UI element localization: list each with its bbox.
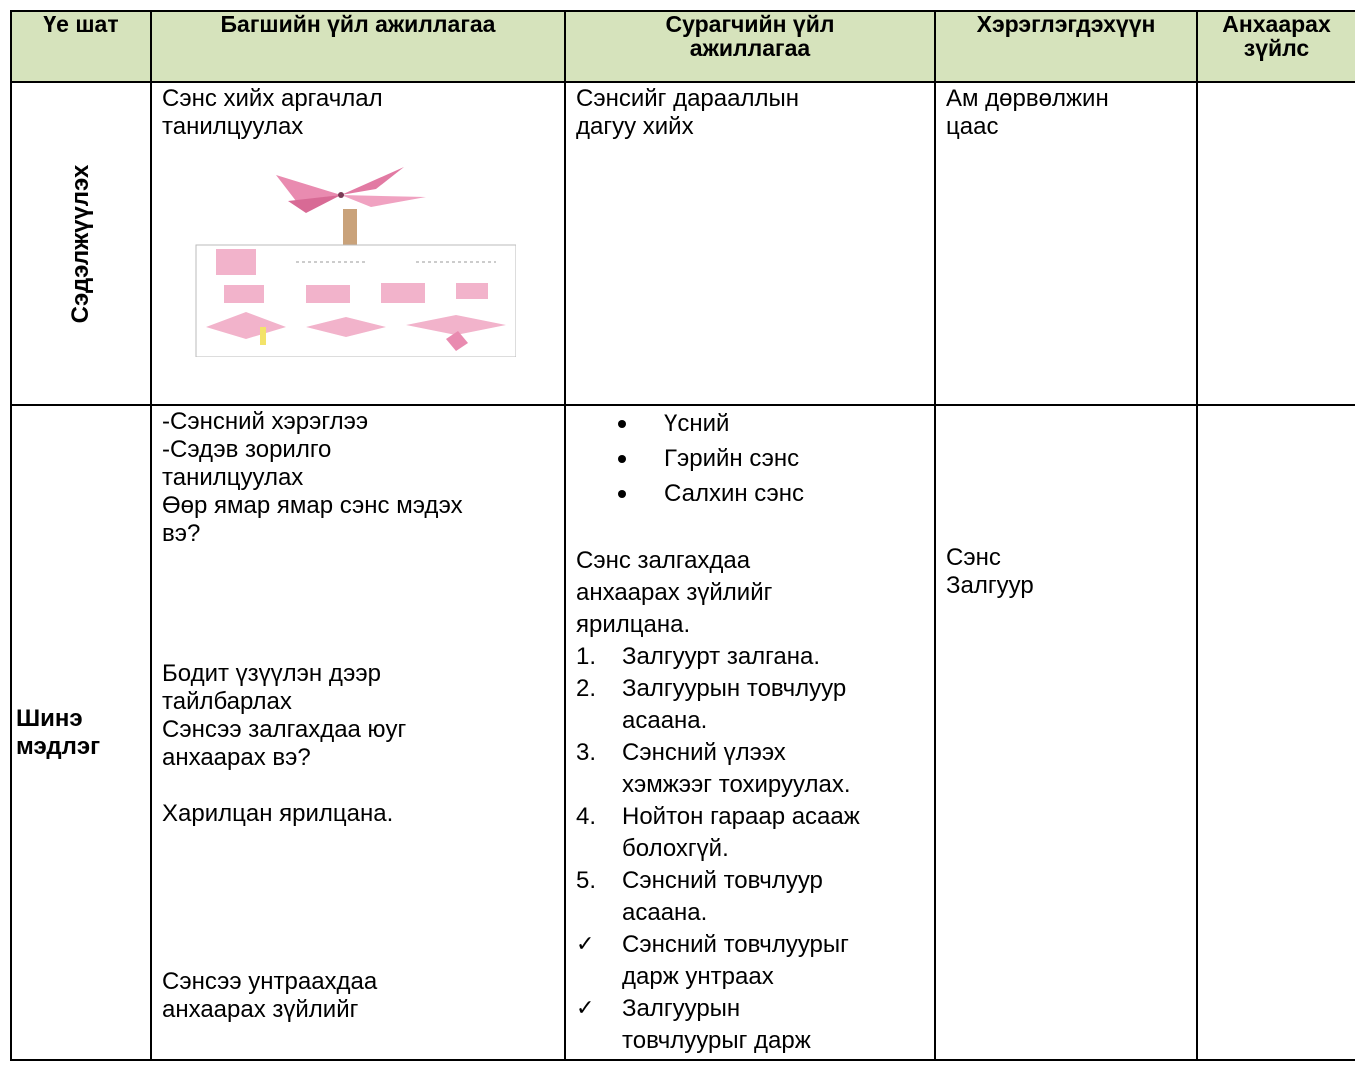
materials-cell-motivation bbox=[935, 82, 1197, 405]
teacher-line: танилцуулах bbox=[162, 464, 304, 491]
materials-line: Ам дөрвөлжин bbox=[946, 85, 1109, 112]
student-cell-motivation bbox=[565, 82, 935, 405]
list-item: 3. Сэнсний үлээх хэмжээг тохируулах. bbox=[576, 739, 851, 798]
materials-line: Сэнс bbox=[946, 544, 1001, 571]
teacher-line: танилцуулах bbox=[162, 113, 304, 140]
list-item: ✓ Залгуурын товчлуурыг дарж bbox=[576, 995, 811, 1054]
student-line: дагуу хийх bbox=[576, 113, 694, 140]
stage-label-motivation: Сэдэлжүүлэх bbox=[67, 164, 94, 323]
row-new-knowledge bbox=[11, 405, 1355, 1060]
plug-in-steps-list bbox=[576, 641, 924, 1057]
notes-cell-motivation bbox=[1197, 82, 1355, 405]
materials-line: цаас bbox=[946, 113, 999, 140]
header-student-activity: Сурагчийн үйл ажиллагаа bbox=[565, 11, 935, 82]
teacher-line: -Сэдэв зорилго bbox=[162, 436, 332, 463]
teacher-line: вэ? bbox=[162, 520, 201, 547]
fan-types-list bbox=[576, 406, 924, 511]
pinwheel-instructions-image bbox=[176, 167, 516, 357]
notes-cell-new-knowledge bbox=[1197, 405, 1355, 1060]
teacher-cell-new-knowledge bbox=[151, 405, 565, 1060]
checkmark-icon: ✓ bbox=[576, 996, 595, 1021]
teacher-line: Сэнсээ залгахдаа юуг bbox=[162, 716, 407, 743]
materials-cell-new-knowledge bbox=[935, 405, 1197, 1060]
list-item: Үсний bbox=[618, 406, 924, 441]
materials-line: Залгуур bbox=[946, 572, 1034, 599]
lesson-plan-sheet bbox=[10, 10, 1355, 1083]
teacher-cell-motivation bbox=[151, 82, 565, 405]
stage-cell-new-knowledge bbox=[11, 405, 151, 1060]
teacher-line: Бодит үзүүлэн дээр bbox=[162, 660, 381, 687]
teacher-line: Өөр ямар ямар сэнс мэдэх bbox=[162, 492, 463, 519]
teacher-line: анхаарах вэ? bbox=[162, 744, 311, 771]
teacher-line: анхаарах зүйлийг bbox=[162, 996, 359, 1023]
teacher-line: Сэнсээ унтраахдаа bbox=[162, 968, 378, 995]
list-item: 1. Залгуурт залгана. bbox=[576, 643, 821, 670]
list-item: Салхин сэнс bbox=[618, 476, 924, 511]
header-teacher-activity: Багшийн үйл ажиллагаа bbox=[151, 11, 565, 82]
teacher-line: -Сэнсний хэрэглээ bbox=[162, 408, 369, 435]
stage-label-new-knowledge: Шинэ мэдлэг bbox=[16, 704, 101, 760]
student-line: анхаарах зүйлийг bbox=[576, 579, 773, 606]
stage-cell-motivation bbox=[11, 82, 151, 405]
teacher-line: тайлбарлах bbox=[162, 688, 292, 715]
teacher-line: Харилцан ярилцана. bbox=[162, 800, 394, 827]
lesson-plan-table bbox=[10, 10, 1355, 1061]
checkmark-icon: ✓ bbox=[576, 932, 595, 957]
list-item: 2. Залгуурын товчлуур асаана. bbox=[576, 675, 847, 734]
student-line: Сэнс залгахдаа bbox=[576, 547, 751, 574]
header-notes: Анхаарах зүйлс bbox=[1197, 11, 1355, 82]
list-item: ✓ Сэнсний товчлуурыг дарж унтраах bbox=[576, 931, 849, 990]
teacher-line: Сэнс хийх аргачлал bbox=[162, 85, 383, 112]
student-cell-new-knowledge bbox=[565, 405, 935, 1060]
header-stage: Үе шат bbox=[11, 11, 151, 82]
list-item: 4. Нойтон гараар асааж болохгүй. bbox=[576, 803, 860, 862]
student-line: Сэнсийг дарааллын bbox=[576, 85, 799, 112]
header-materials: Хэрэглэгдэхүүн bbox=[935, 11, 1197, 82]
list-item: Гэрийн сэнс bbox=[618, 441, 924, 476]
student-line: ярилцана. bbox=[576, 611, 691, 638]
header-row bbox=[11, 11, 1355, 82]
row-motivation bbox=[11, 82, 1355, 405]
list-item: 5. Сэнсний товчлуур асаана. bbox=[576, 867, 823, 926]
